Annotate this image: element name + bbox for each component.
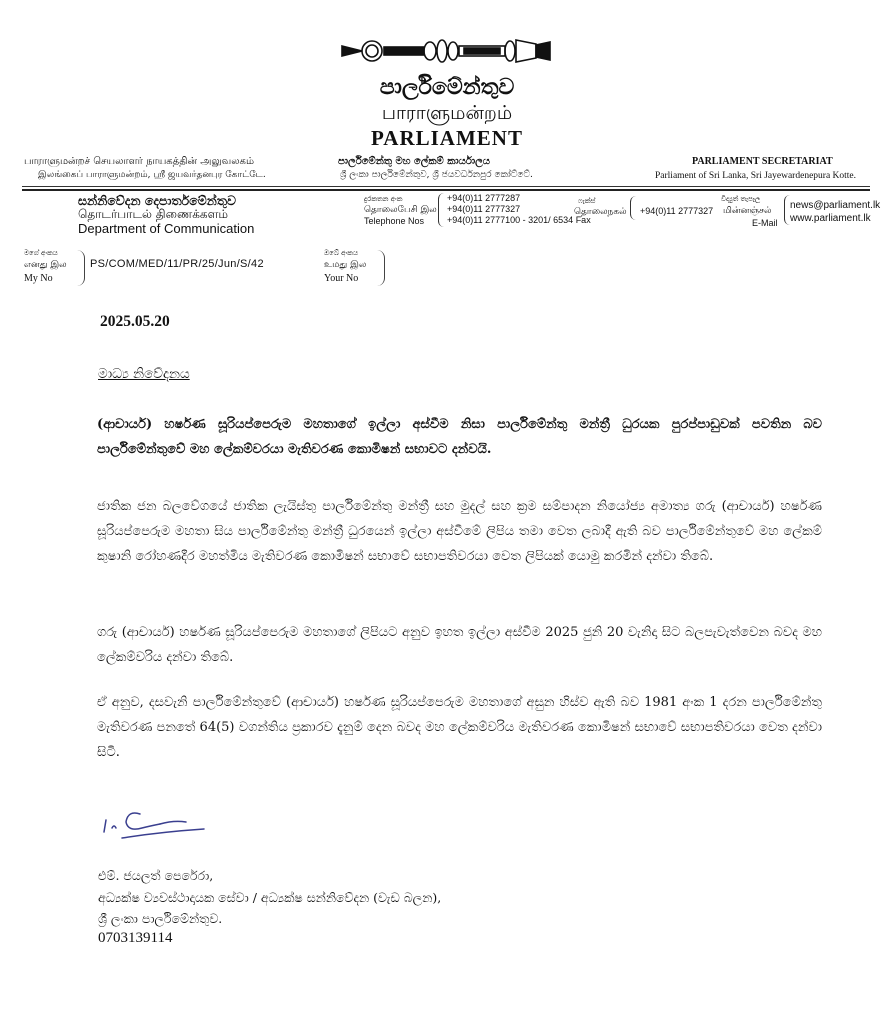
telephone-numbers <box>447 193 591 226</box>
office-tamil-line1: பாராளுமன்றச் செயலாளர் நாயகத்தின் அலுவலகம் <box>24 156 254 167</box>
email-label-tamil: மின்னஞ்சல் <box>723 206 772 216</box>
telephone-label-sinhala: දුරකතන අංක <box>364 195 403 203</box>
title-tamil: பாராளுமன்றம் <box>381 102 513 124</box>
title-english: PARLIAMENT <box>371 126 523 150</box>
telephone-label-tamil: தொலைபேசி இல <box>364 205 437 215</box>
office-english-line2: Parliament of Sri Lanka, Sri Jayewardenepura Kotte. <box>655 171 857 181</box>
my-no-label-sinhala: මගේ අංකය <box>24 249 58 257</box>
fax-brace <box>630 196 637 220</box>
paragraph-3: ගරු (ආචාර්ය) හර්ෂණ සූරියප්පෙරුම මහතාගේ ලිපියට අනුව ඉහත ඉල්ලා අස්වීම 2025 ජුනි 20 වැනිදා සිට බලපැවැත්වෙන බවද මහ ලේකම්වරිය දන්වා තිබේ. <box>97 625 822 665</box>
mace-emblem-icon <box>338 34 556 68</box>
website-link[interactable]: www.parliament.lk <box>790 213 871 224</box>
telephone-brace <box>438 193 445 227</box>
fax-number: +94(0)11 2777327 <box>640 206 714 216</box>
telephone-label-english: Telephone Nos <box>364 216 425 226</box>
office-sinhala-line2: ශ්‍රී ලංකා පාර්ලිමේන්තුව, ශ්‍රී ජයවර්ධනපුර කෝට්ටේ. <box>340 170 533 180</box>
letter-heading: මාධ්‍ය නිවේදනය <box>98 366 190 382</box>
office-sinhala-line1: පාර්ලිමේන්තු මහ ලේකම් කාර්යාලය <box>338 156 490 167</box>
your-no-label-tamil: உமது இல <box>324 260 367 270</box>
telephone-number: +94(0)11 2777100 - 3201/ 6534 Fax <box>447 215 591 225</box>
office-tamil-line2: இலங்கைப் பாராளுமன்றம், ஸ்ரீ ஜயவர்தனபுர கோட்டே. <box>38 170 266 180</box>
your-no-label-english: Your No <box>324 273 359 284</box>
letterhead-divider-thick <box>22 189 870 191</box>
department-tamil: தொடர்பாடல் திணைக்களம் <box>78 207 229 221</box>
my-no-brace <box>76 250 85 286</box>
fax-label-sinhala: ෆැක්ස් <box>578 197 596 205</box>
fax-label-tamil: தொலைநகல் <box>574 207 627 217</box>
my-no-label-tamil: எனது இல <box>24 260 67 270</box>
telephone-number: +94(0)11 2777287 <box>447 193 521 203</box>
department-english: Department of Communication <box>78 221 255 236</box>
your-no-brace <box>376 250 385 286</box>
email-address[interactable]: news@parliament.lk <box>790 200 881 211</box>
telephone-number: +94(0)11 2777327 <box>447 204 521 214</box>
letter-date: 2025.05.20 <box>100 313 170 330</box>
paragraph-lead: (ආචාර්ය) හර්ෂණ සූරියප්පෙරුම මහතාගේ ඉල්ලා අස්වීම නිසා පාර්ලිමේන්තු මන්ත්‍රී ධුරයක පුරප්පාඩුවක් පවතින බව පාර්ලිමේන්තුවේ මහ ලේකම්වරයා මැතිවරණ කොමිෂන් සභාවට දන්වයි. <box>97 417 822 457</box>
handwritten-signature-icon <box>100 802 208 842</box>
my-no-label-english: My No <box>24 273 53 284</box>
signatory-organization: ශ්‍රී ලංකා පාර්ලිමේන්තුව. <box>98 911 223 926</box>
signatory-phone: 0703139114 <box>98 930 173 946</box>
paragraph-4: ඒ අනුව, දසවැනි පාර්ලිමේන්තුවේ (ආචාර්ය) හර්ෂණ සූරියප්පෙරුම මහතාගේ අසුන හිස්ව ඇති බව 1981 අංක 1 දරන පාර්ලිමේන්තු මැතිවරණ පනතේ 64(5) වගන්තිය ප්‍රකාරව දැනුම් දෙන බවද මහ ලේකම්වරිය මැතිවරණ කොමිෂන් සභාවේ සභාපතිවරයා වෙත දන්වා සිටී. <box>97 695 822 760</box>
email-label-english: E-Mail <box>752 218 778 228</box>
my-no-value: PS/COM/MED/11/PR/25/Jun/S/42 <box>90 258 264 270</box>
email-block <box>790 199 880 225</box>
signatory-title: අධ්‍යක්ෂ ව්‍යවස්ථාදායක සේවා / අධ්‍යක්ෂ සන්නිවේදන (වැඩ බලන), <box>98 890 442 905</box>
signatory-name: එම්. ජයලත් පෙරේරා, <box>98 868 214 883</box>
letterhead-divider <box>22 186 870 187</box>
email-label-sinhala: විද්‍යුත් තැපෑල <box>721 195 761 203</box>
your-no-label-sinhala: ඔබේ අංකය <box>324 249 358 257</box>
department-sinhala: සන්නිවේදන දෙපාර්තමේන්තුව <box>78 193 236 208</box>
title-sinhala: පාර්ලිමේන්තුව <box>379 74 515 100</box>
paragraph-2: ජාතික ජන බලවේගයේ ජාතික ලැයිස්තු පාර්ලිමේන්තු මන්ත්‍රී සහ මුදල් සහ ක්‍රම සම්පාදන නියෝජ්‍ය අමාත්‍ය ගරු (ආචාර්ය) හර්ෂණ සූරියප්පෙරුම මහතා සිය පාර්ලිමේන්තු මන්ත්‍රී ධුරයෙන් ඉල්ලා අස්වීමේ ලිපිය තමා වෙත ලබාදී ඇති බව පාර්ලිමේන්තුවේ මහ ලේකම් කුෂානි රෝහණදීර මහත්මිය මැතිවරණ කොමිෂන් සභාවේ සභාපතිවරයා වෙත ලිපියක් යොමු කරමින් දන්වා තිබේ. <box>97 499 822 564</box>
office-english-line1: PARLIAMENT SECRETARIAT <box>692 156 833 167</box>
